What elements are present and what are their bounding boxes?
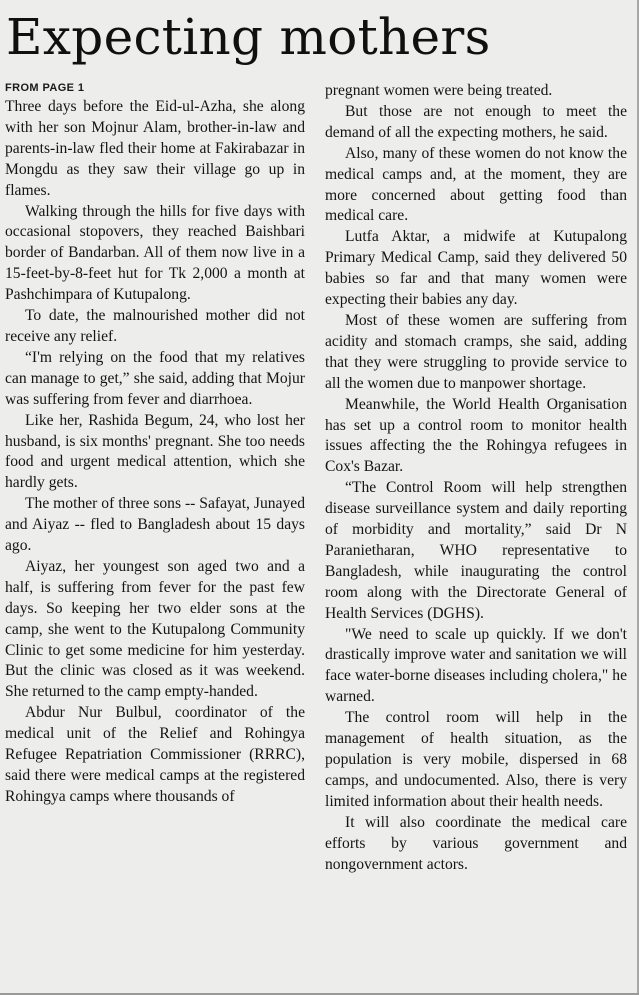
paragraph: pregnant women were being treated. <box>325 82 553 99</box>
paragraph: Meanwhile, the World Health Organisation has set up a control room to monitor health issues affecting the the Rohingya refugees in Cox's Bazar. <box>325 395 627 476</box>
paragraph: Lutfa Aktar, a midwife at Kutupalong Primary Medical Camp, said they delivered 50 babies so far and that many women were expecting their babies any day. <box>325 228 627 309</box>
paragraph: The mother of three sons -- Safayat, Junayed and Aiyaz -- fled to Bangladesh about 15 days ago. <box>5 495 305 555</box>
paragraph: The control room will help in the management of health situation, as the population is very mobile, dispersed in 68 camps, and undocumented. Also, there is very limited information about their health needs. <box>325 709 627 810</box>
paragraph: “I'm relying on the food that my relatives can manage to get,” she said, adding that Mojur was suffering from fever and diarrhoea. <box>5 348 305 408</box>
paragraph: To date, the malnourished mother did not receive any relief. <box>5 307 305 345</box>
paragraph: Also, many of these women do not know the medical camps and, at the moment, they are more concerned about getting food than medical care. <box>325 144 627 225</box>
paragraph: Walking through the hills for five days with occasional stopovers, they reached Baishbari border of Bandarban. All of them now live in a 15-feet-by-8-feet hut for Tk 2,000 a month at Pashchimpara of Kutupalong. <box>5 202 305 304</box>
paragraph: Three days before the Eid-ul-Azha, she along with her son Mojnur Alam, brother-in-law and parents-in-law fled their home at Fakirabazar in Mongdu as they saw their village go up in flames. <box>5 98 305 199</box>
article-column-left <box>5 81 305 808</box>
headline: Expecting mothers <box>6 8 491 66</box>
article-column-right <box>325 81 627 875</box>
paragraph: Aiyaz, her youngest son aged two and a half, is suffering from fever for the past few days. So keeping her two elder sons at the camp, she went to the Kutupalong Community Clinic to get some medicine for him yesterday. But the clinic was closed as it was weekend. She returned to the camp empty-handed. <box>5 557 305 701</box>
paragraph: "We need to scale up quickly. If we don't drastically improve water and sanitation we will face water-borne diseases including cholera," he warned. <box>325 625 627 706</box>
paragraph: Abdur Nur Bulbul, coordinator of the medical unit of the Relief and Rohingya Refugee Repatriation Commissioner (RRRC), said there were medical camps at the registered Rohingya camps where thousands of <box>5 704 305 805</box>
paragraph: Most of these women are suffering from acidity and stomach cramps, she said, adding that they were struggling to provide service to all the women due to manpower shortage. <box>325 311 627 392</box>
paragraph: “The Control Room will help strengthen disease surveillance system and daily reporting of morbidity and mortality,” said Dr N Paranietharan, WHO representative to Bangladesh, while inaugurating the control room along with the Directorate General of Health Services (DGHS). <box>325 479 627 622</box>
paragraph: Like her, Rashida Begum, 24, who lost her husband, is six months' pregnant. She too needs food and urgent medical attention, which she hardly gets. <box>5 411 305 492</box>
continuation-kicker: FROM PAGE 1 <box>5 82 85 94</box>
paragraph: But those are not enough to meet the demand of all the expecting mothers, he said. <box>325 102 627 141</box>
paragraph: It will also coordinate the medical care efforts by various government and nongovernment actors. <box>325 813 627 873</box>
